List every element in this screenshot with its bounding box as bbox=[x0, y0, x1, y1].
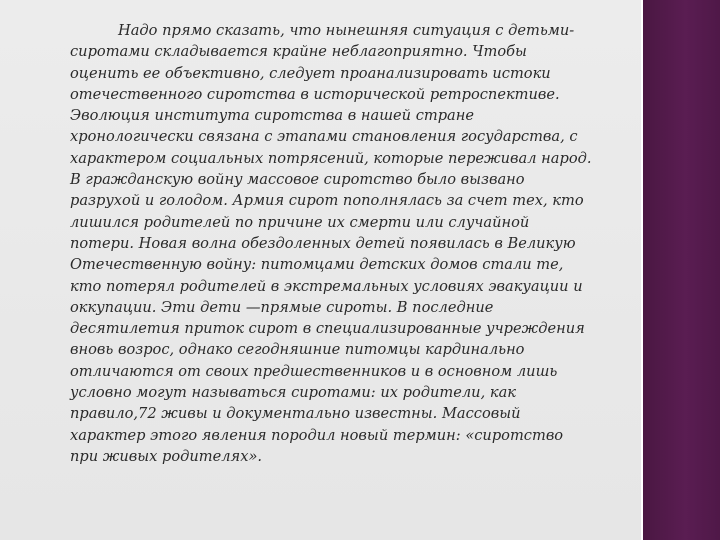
text-line: потери. Новая волна обездоленных детей появилась в Великую bbox=[70, 234, 576, 252]
decorative-side-panel bbox=[643, 0, 720, 540]
text-line: правило,72 живы и документально известны. Массовый bbox=[70, 405, 521, 423]
text-line: Надо прямо сказать, что нынешняя ситуация с детьми- bbox=[118, 22, 575, 39]
text-line: хронологически связана с этапами становления государства, с bbox=[70, 128, 578, 146]
text-line: лишился родителей по причине их смерти или случайной bbox=[70, 213, 530, 231]
text-line: характер этого явления породил новый термин: «сиротство bbox=[70, 426, 564, 444]
text-line: десятилетия приток сирот в специализированные учреждения bbox=[70, 320, 585, 338]
text-line: оценить ее объективно, следует проанализировать истоки bbox=[70, 64, 551, 82]
text-line: сиротами складывается крайне неблагоприятно. Чтобы bbox=[70, 43, 527, 61]
text-line: характером социальных потрясений, которые переживал народ. bbox=[70, 149, 592, 167]
text-line: вновь возрос, однако сегодняшние питомцы кардинально bbox=[70, 341, 525, 359]
body-text bbox=[70, 20, 610, 467]
text-line: при живых родителях». bbox=[70, 447, 263, 465]
text-line: Отечественную войну: питомцами детских домов стали те, bbox=[70, 256, 564, 274]
text-line: В гражданскую войну массовое сиротство было вызвано bbox=[70, 171, 525, 189]
text-line: условно могут называться сиротами: их родители, как bbox=[70, 384, 516, 402]
text-line: отличаются от своих предшественников и в основном лишь bbox=[70, 362, 558, 380]
text-line: отечественного сиротства в исторической ретроспективе. bbox=[70, 85, 560, 103]
text-line: разрухой и голодом. Армия сирот пополнялась за счет тех, кто bbox=[70, 192, 584, 210]
text-line: Эволюция института сиротства в нашей стране bbox=[70, 107, 475, 125]
text-line: кто потерял родителей в экстремальных условиях эвакуации и bbox=[70, 277, 583, 295]
text-line: оккупации. Эти дети —прямые сироты. В последние bbox=[70, 298, 494, 316]
